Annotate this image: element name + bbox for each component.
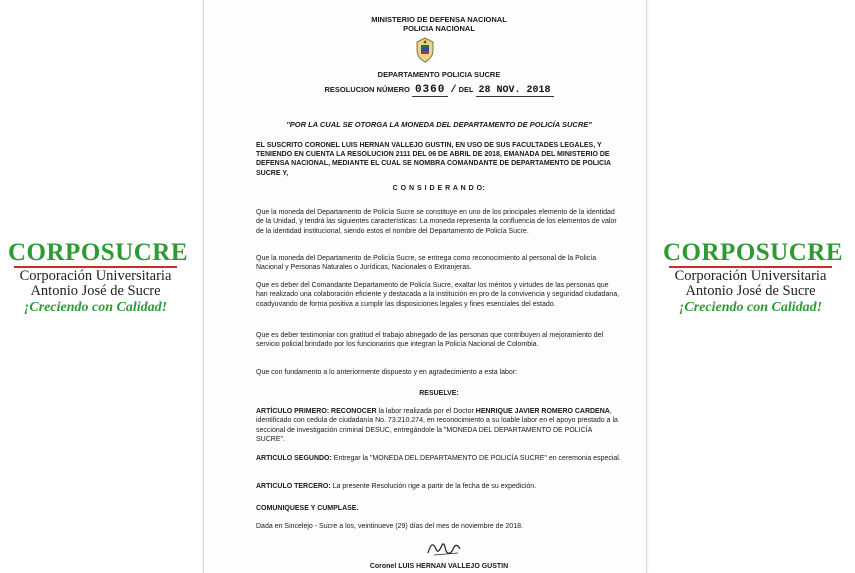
article-3-text: La presente Resolución rige a partir de la fecha de su expedición.: [330, 483, 537, 490]
closing-statement: COMUNIQUESE Y CUMPLASE.: [256, 505, 359, 512]
resolution-document: [203, 0, 647, 573]
article-1-name: HENRIQUE JAVIER ROMERO CARDENA: [475, 408, 610, 415]
resuelve-heading: RESUELVE:: [419, 390, 459, 397]
article-1: [256, 407, 622, 444]
resolution-label: RESOLUCION NÚMERO: [324, 85, 410, 94]
department-heading: DEPARTAMENTO POLICIA SUCRE: [377, 70, 501, 79]
del-label: DEL: [458, 85, 474, 94]
article-1-text-a: la labor realizada por el Doctor: [376, 408, 476, 415]
police-crest-icon: [415, 37, 435, 63]
article-3-label: ARTICULO TERCERO:: [256, 483, 331, 490]
resolution-number: 0360: [412, 84, 448, 97]
considerando-5: Que con fundamento a lo anteriormente dispuesto y en agradecimiento a esta labor:: [256, 369, 518, 376]
article-1-label: ARTÍCULO PRIMERO: RECONOCER: [256, 408, 377, 415]
corposucre-logo-right: [663, 239, 844, 316]
logo-line-1: Corporación Universitaria: [674, 268, 827, 284]
signer-name: Coronel LUIS HERNAN VALLEJO GUSTIN: [369, 563, 509, 570]
handwritten-signature: [424, 531, 464, 561]
article-1-text-b: , identificado con cedula de ciudadanía No. 73.210.274, en reconocimiento a su loable labor en el apoyo prestado a la seccional de investigación criminal DESUC, entregándole la "MONEDA DEL DEPARTAMENTO DE POLICÍA SUCRE".: [256, 408, 618, 443]
police-name: POLICIA NACIONAL: [403, 24, 475, 33]
logo-line-2: Antonio José de Sucre: [685, 283, 816, 299]
considerando-4: Que es deber testimoniar con gratitud el trabajo abnegado de las personas que contribuyen al mejoramiento del servicio policial brindado por los funcionarios que integran la Policía Nacional de Colombia.: [256, 332, 604, 349]
logo-line-2: Antonio José de Sucre: [30, 283, 161, 299]
logo-tagline: ¡Creciendo con Calidad!: [678, 300, 823, 315]
resolution-date: 28 NOV. 2018: [476, 85, 554, 97]
dated-statement: Dada en Sincelejo - Sucre a los, veintinueve (29) días del mes de noviembre de 2018.: [256, 523, 523, 530]
logo-brand: CORPOSUCRE: [8, 239, 189, 266]
ministry-name: MINISTERIO DE DEFENSA NACIONAL: [371, 15, 507, 24]
article-2-text: Entregar la "MONEDA DEL DEPARTAMENTO DE POLICÍA SUCRE" en ceremonia especial.: [331, 455, 621, 462]
considerando-2: Que la moneda del Departamento de Policía Sucre, se entrega como reconocimiento al personal de la Policía Nacional y Personas Naturales o Jurídicas, Nacionales o Extranjeras.: [256, 255, 597, 272]
intro-paragraph: EL SUSCRITO CORONEL LUIS HERNAN VALLEJO GUSTIN, EN USO DE SUS FACULTADES LEGALES, Y TENIENDO EN CUENTA LA RESOLUCION 2111 DEL 06 DE ABRIL DE 2018, EMANADA DEL MINISTERIO DE DEFENSA NACIONAL, MEDIANTE EL CUAL SE NOMBRA COMANDANTE DE DEPARTAMENTO DE POLICIA SUCRE Y,: [256, 142, 611, 177]
corposucre-logo-left: [8, 239, 189, 316]
article-2-label: ARTICULO SEGUNDO:: [256, 455, 332, 462]
logo-line-1: Corporación Universitaria: [19, 268, 172, 284]
ministry-header: [256, 15, 622, 33]
article-2: [256, 454, 622, 463]
logo-brand: CORPOSUCRE: [663, 239, 844, 266]
article-3: [256, 482, 622, 491]
considerando-3: Que es deber del Comandante Departamento de Policía Sucre, exaltar los méritos y virtudes de las personas que han realizado una colaboración eficiente y destacada a la institución en pro de la convivencia y seguridad ciudadana, coadyuvando de forma positiva a cumplir las disposiciones legales y fines esenciales del estado.: [256, 282, 620, 308]
resolution-title: "POR LA CUAL SE OTORGA LA MONEDA DEL DEPARTAMENTO DE POLICÍA SUCRE": [286, 120, 592, 129]
considerando-heading: C O N S I D E R A N D O:: [392, 185, 486, 192]
resolution-line: RESOLUCION NÚMERO 0360 / DEL 28 NOV. 2018: [256, 84, 622, 97]
logo-tagline: ¡Creciendo con Calidad!: [23, 300, 168, 315]
considerando-1: Que la moneda del Departamento de Policía Sucre se constituye en uno de los principales elemento de la identidad de la Unidad, y tendrá las siguientes características: La moneda representa la confluencia de los elementos de valor de la identidad institucional, siendo estos el nombre del Departamento de Policía Sucre.: [256, 209, 617, 235]
